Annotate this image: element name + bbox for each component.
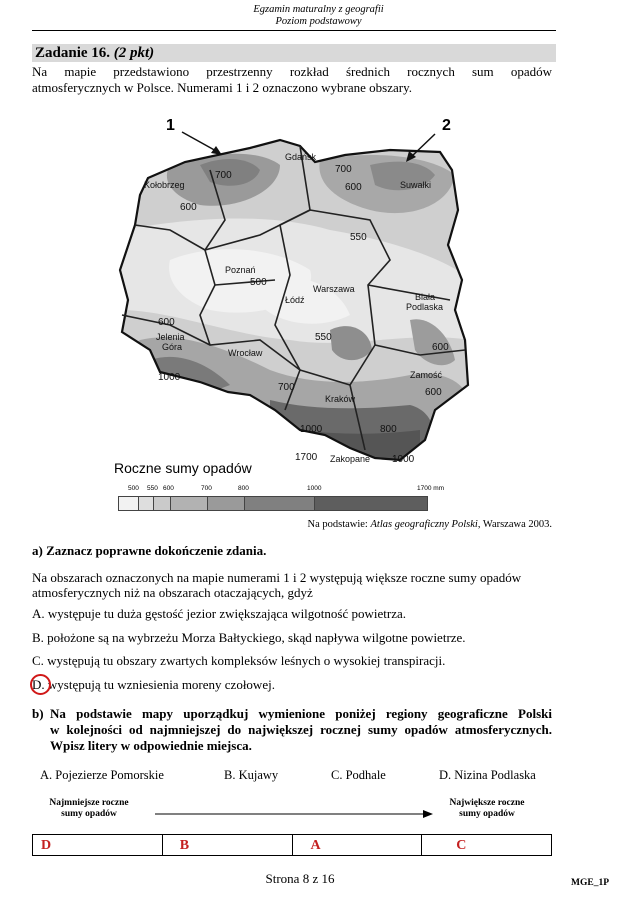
legend-tick: 600 [163,485,174,492]
answer-letter: B [179,838,190,853]
part-b-line1: Na podstawie mapy uporządkuj wymienione poniżej regiony geograficzne Polski [50,706,552,721]
selected-answer-circle [30,674,51,695]
answer-table [32,834,552,856]
legend-tick: 700 [201,485,212,492]
isoline-value: 500 [250,277,267,288]
part-a-label: a) Zaznacz poprawne dokończenie zdania. [32,543,267,558]
answer-cell-4[interactable] [422,835,551,855]
header-divider [32,30,556,31]
isoline-value: 800 [380,424,397,435]
legend-tick: 500 [128,485,139,492]
page-number: Strona 8 z 16 [265,871,335,886]
task-intro-line2: atmosferycznych w Polsce. Numerami 1 i 2 oznaczono wybrane obszary. [32,80,412,95]
option-c[interactable]: C. występują tu obszary zwartych kompleksów leśnych o wysokiej transpiracji. [32,653,446,668]
isoline-value: 550 [315,332,332,343]
legend-tick: 1000 [307,485,322,492]
city-jelenia-2: Góra [162,342,183,352]
city-poznan: Poznań [225,265,256,275]
city-wroclaw: Wrocław [228,348,263,358]
isoline-value: 600 [432,342,449,353]
part-b-line2: w kolejności od najmniejszej do największej rocznej sumy opadów atmosferycznych. [50,722,552,737]
isoline-value: 1000 [158,372,181,383]
task-intro-line1: Na mapie przedstawiono przestrzenny rozkład średnich rocznych sum opadów [32,64,552,79]
legend-swatch [244,496,316,511]
city-gdansk: Gdańsk [285,152,317,162]
answer-letter: A [310,838,321,853]
part-b-prefix: b) [32,706,44,721]
isoline-value: 600 [180,202,197,213]
exam-header-title: Egzamin maturalny z geografii [253,4,384,15]
isoline-value: 550 [350,232,367,243]
isoline-value: 600 [158,317,175,328]
legend-swatch [314,496,428,511]
answer-cell-1[interactable] [33,835,163,855]
exam-header-level: Poziom podstawowy [275,16,362,27]
legend-tick: 1700 mm [417,485,445,492]
isoline-value: 1700 [295,452,318,463]
order-arrow [155,808,435,820]
map-marker-2: 2 [442,117,451,134]
arrow-left-label-2: sumy opadów [61,809,117,819]
city-zakopane: Zakopane [330,454,371,464]
legend-swatch [170,496,209,511]
map-marker-1: 1 [166,117,175,134]
option-d[interactable]: D. występują tu wzniesienia moreny czołowej. [32,677,275,692]
task-points: (2 pkt) [113,45,155,61]
city-biala-2: Podlaska [406,302,444,312]
isoline-value: 1000 [300,424,323,435]
part-a-stem-1: Na obszarach oznaczonych na mapie numerami 1 i 2 występują większe roczne sumy opadów [32,570,522,585]
region-b: B. Kujawy [224,768,279,782]
city-jelenia-1: Jelenia [156,332,185,342]
answer-letter: D [41,838,52,853]
city-krakow: Kraków [325,394,356,404]
answer-letter: C [456,838,467,853]
region-a: A. Pojezierze Pomorskie [40,768,164,782]
part-b-line3: Wpisz litery w odpowiednie miejsca. [50,738,252,753]
answer-cell-2[interactable] [163,835,293,855]
city-zamosc: Zamość [410,370,443,380]
precipitation-map [110,110,480,470]
city-warszawa: Warszawa [313,284,355,294]
region-d: D. Nizina Podlaska [439,768,536,782]
isoline-value: 700 [335,164,352,175]
isoline-value: 600 [345,182,362,193]
legend-swatch [207,496,246,511]
legend-tick: 550 [147,485,158,492]
answer-cell-3[interactable] [293,835,423,855]
legend-title: Roczne sumy opadów [114,460,252,476]
task-number: Zadanie 16. [35,45,111,61]
city-lodz: Łódź [285,295,305,305]
map-source: Na podstawie: Atlas geograficzny Polski, Warszawa 2003. [307,519,552,530]
exam-code: MGE_1P [571,878,609,888]
arrow-right-label-1: Największe roczne [449,798,525,808]
region-c: C. Podhale [331,768,386,782]
task-title [35,44,154,62]
arrow-right-label-2: sumy opadów [459,809,515,819]
option-b[interactable]: B. położone są na wybrzeżu Morza Bałtyckiego, skąd napływa wilgotne powietrze. [32,630,466,645]
city-biala-1: Biała [415,292,436,302]
part-a-stem-2: atmosferycznych niż na obszarach otaczających, gdyż [32,585,313,600]
isoline-value: 700 [278,382,295,393]
legend-tick: 800 [238,485,249,492]
isoline-value: 700 [215,170,232,181]
city-kolobrzeg: Kołobrzeg [144,180,185,190]
legend-swatch [118,496,140,511]
arrow-left-label-1: Najmniejsze roczne [49,798,129,808]
isoline-value: 1000 [392,454,415,465]
isoline-value: 600 [425,387,442,398]
city-suwalki: Suwałki [400,180,432,190]
option-a[interactable]: A. występuje tu duża gęstość jezior zwiększająca wilgotność powietrza. [32,606,406,621]
